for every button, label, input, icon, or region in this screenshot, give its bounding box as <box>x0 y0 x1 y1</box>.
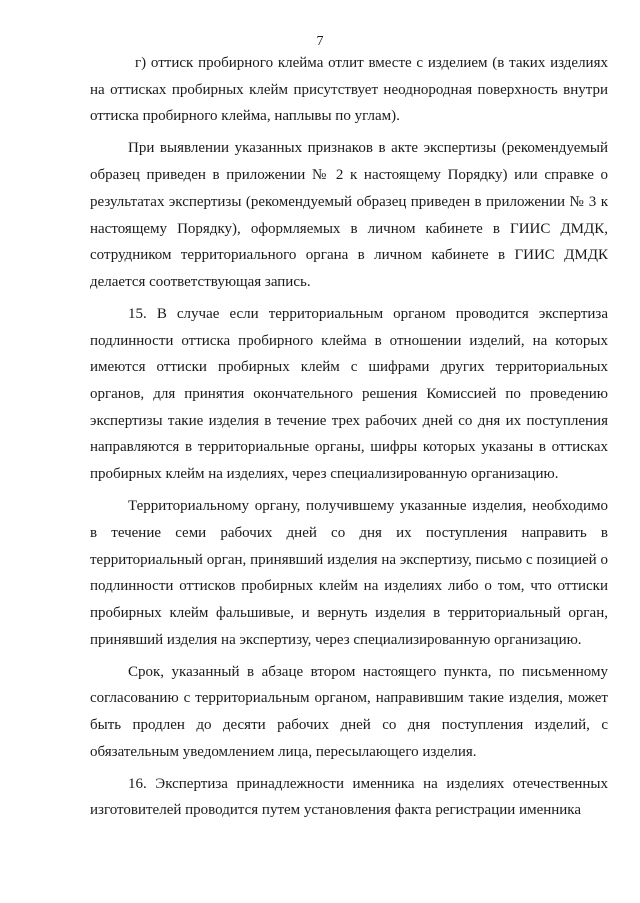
paragraph-clause-16: 16. Экспертиза принадлежности именника на изделиях отечественных изготовителей проводится путем установления факта регистрации именника <box>90 775 608 819</box>
paragraph-expertise-record: При выявлении указанных признаков в акте экспертизы (рекомендуемый образец приведен в приложении № 2 к настоящему Порядку) или справке о результатах экспертизы (рекомендуемый образец приведен в приложении № 3 к настоящему Порядку), оформляемых в личном кабинете в ГИИС ДМДК, сотрудником территориального органа в личном кабинете в ГИИС ДМДК делается соответствующая запись. <box>90 140 608 290</box>
page-number: 7 <box>316 34 324 49</box>
paragraph-deadline-extension: Срок, указанный в абзаце втором настоящего пункта, по письменному согласованию с территориальным органом, направившим такие изделия, может быть продлен до десяти рабочих дней со дня поступления изделий, с обязательным уведомлением лица, пересылающего изделия. <box>90 663 608 760</box>
paragraph-receiving-body: Территориальному органу, получившему указанные изделия, необходимо в течение семи рабочих дней со дня их поступления направить в территориальный орган, принявший изделия на экспертизу, письмо с позицией о подлинности оттисков пробирных клейм на изделиях либо о том, что оттиски пробирных клейм фальшивые, и вернуть изделия в территориальный орган, принявший изделия на экспертизу, через специализированную организацию. <box>90 498 608 648</box>
paragraph-clause-15: 15. В случае если территориальным органом проводится экспертиза подлинности оттиска пробирного клейма в отношении изделий, на которых имеются оттиски пробирных клейм с шифрами других территориальных органов, для принятия окончательного решения Комиссией по проведению экспертизы такие изделия в течение трех рабочих дней со дня их поступления направляются в территориальные органы, шифры которых указаны в оттисках пробирных клейм на изделиях, через специализированную организацию. <box>90 305 608 483</box>
document-body <box>90 50 608 829</box>
paragraph-item-g: г) оттиск пробирного клейма отлит вместе с изделием (в таких изделиях на оттисках пробирных клейм присутствует неоднородная поверхность внутри оттиска пробирного клейма, наплывы по углам). <box>90 55 608 125</box>
